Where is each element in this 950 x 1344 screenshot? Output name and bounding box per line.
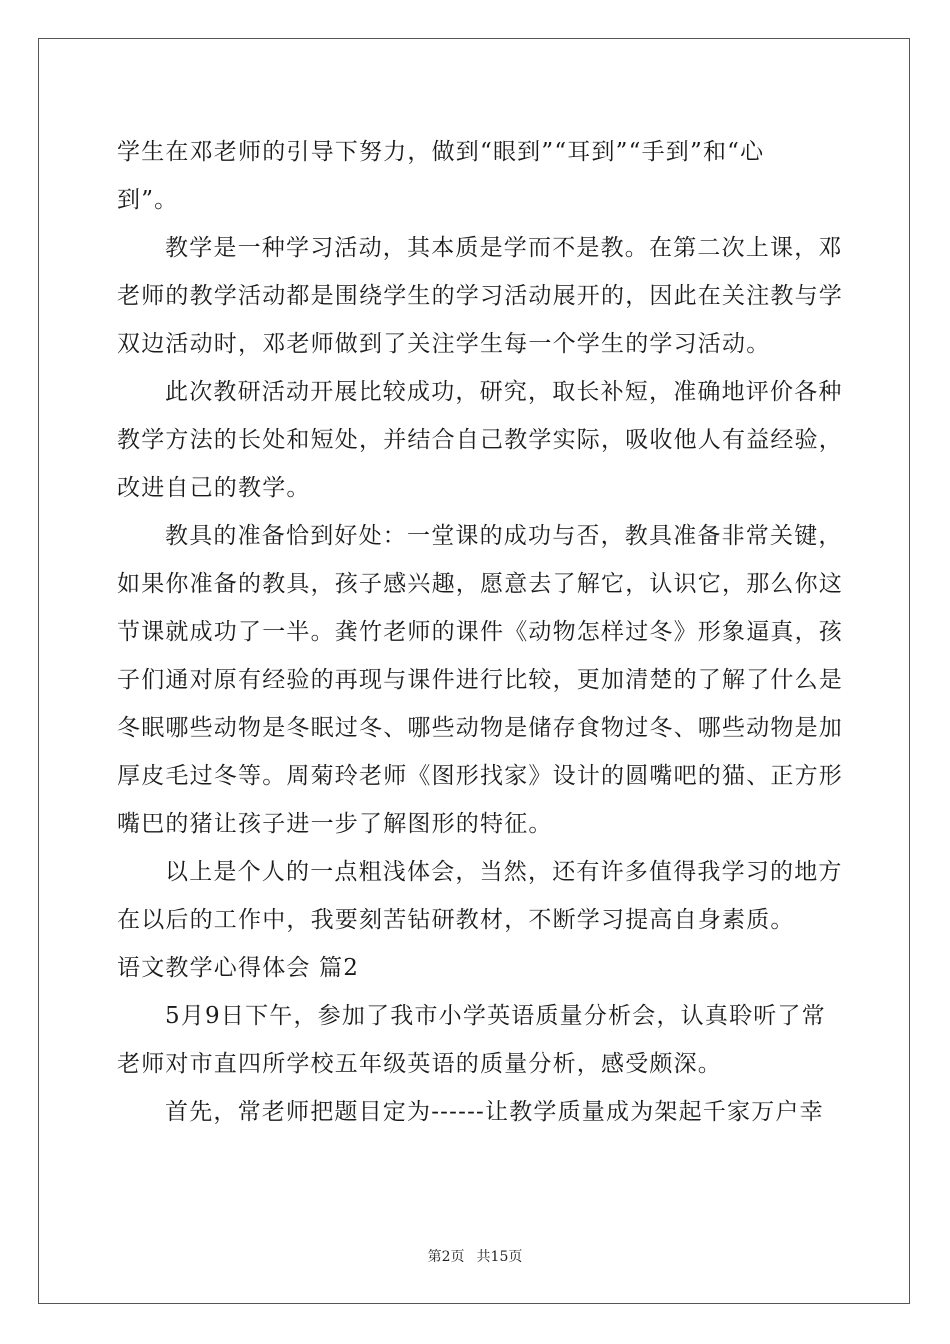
section-heading: 语文教学心得体会 篇2 — [117, 955, 360, 981]
text-line: 教学是一种学习活动，其本质是学而不是教。在第二次上课，邓 — [165, 235, 843, 261]
text-line: 如果你准备的教具，孩子感兴趣，愿意去了解它，认识它，那么你这 — [117, 571, 843, 597]
document-body — [117, 128, 843, 1136]
text-line: 子们通对原有经验的再现与课件进行比较，更加清楚的了解了什么是 — [117, 667, 843, 693]
text-line: 双边活动时，邓老师做到了关注学生每一个学生的学习活动。 — [117, 331, 771, 357]
text-line: 以上是个人的一点粗浅体会，当然，还有许多值得我学习的地方 — [165, 859, 843, 885]
text-line: 节课就成功了一半。龚竹老师的课件《动物怎样过冬》形象逼真，孩 — [117, 619, 843, 645]
text-line: 教学方法的长处和短处，并结合自己教学实际，吸收他人有益经验， — [117, 427, 843, 453]
text-line: 老师对市直四所学校五年级英语的质量分析，感受颇深。 — [117, 1051, 722, 1077]
text-line: 学生在邓老师的引导下努力，做到“眼到”“耳到”“手到”和“心 — [117, 139, 765, 165]
text-line: 到”。 — [117, 187, 179, 213]
text-line: 教具的准备恰到好处：一堂课的成功与否，教具准备非常关键， — [165, 523, 843, 549]
text-line: 厚皮毛过冬等。周菊玲老师《图形找家》设计的圆嘴吧的猫、正方形 — [117, 763, 843, 789]
text-line: 老师的教学活动都是围绕学生的学习活动展开的，因此在关注教与学 — [117, 283, 843, 309]
text-line: 此次教研活动开展比较成功，研究，取长补短，准确地评价各种 — [165, 379, 843, 405]
text-line: 冬眠哪些动物是冬眠过冬、哪些动物是储存食物过冬、哪些动物是加 — [117, 715, 843, 741]
text-line: 在以后的工作中，我要刻苦钻研教材，不断学习提高自身素质。 — [117, 907, 795, 933]
page-number: 第2页 — [427, 1249, 465, 1265]
page-total: 共15页 — [476, 1249, 523, 1265]
page-footer — [0, 1246, 950, 1266]
text-line: 嘴巴的猪让孩子进一步了解图形的特征。 — [117, 811, 553, 837]
text-line: 5月9日下午，参加了我市小学英语质量分析会，认真聆听了常 — [165, 1003, 826, 1029]
text-line: 改进自己的教学。 — [117, 475, 311, 501]
text-line: 首先，常老师把题目定为------让教学质量成为架起千家万户幸 — [165, 1099, 824, 1125]
